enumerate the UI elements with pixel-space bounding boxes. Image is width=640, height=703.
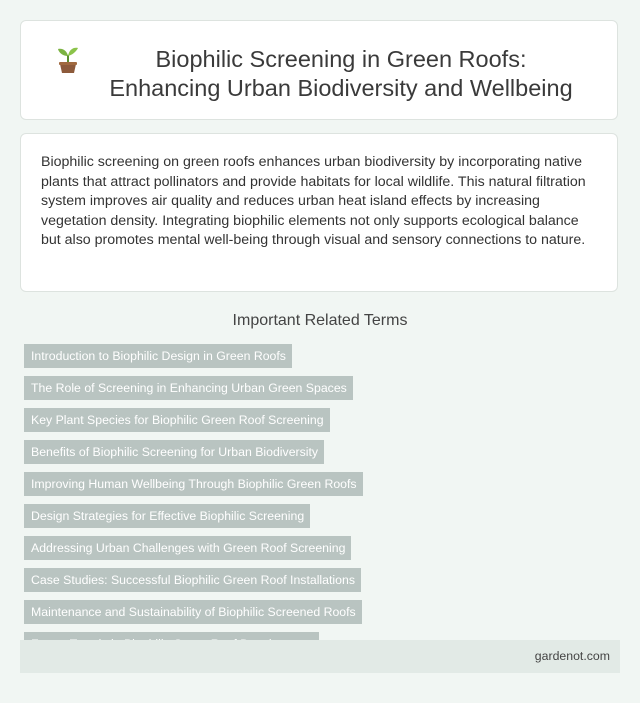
related-term-chip[interactable]: Maintenance and Sustainability of Biophilic Screened Roofs <box>24 600 362 624</box>
related-term-chip[interactable]: Introduction to Biophilic Design in Green Roofs <box>24 344 292 368</box>
footer-site-link[interactable]: gardenot.com <box>534 649 610 663</box>
footer <box>20 640 620 673</box>
title-card <box>20 20 618 120</box>
description-card <box>20 133 618 292</box>
description-text: Biophilic screening on green roofs enhances urban biodiversity by incorporating native plants that attract pollinators and provide habitats for local wildlife. This natural filtration system improves air quality and reduces urban heat island effects by increasing vegetation density. Integrating biophilic elements not only supports ecological balance but also promotes mental well-being through visual and sensory connections to nature. <box>41 154 586 249</box>
related-terms-heading: Important Related Terms <box>232 312 408 329</box>
related-term-chip[interactable]: Design Strategies for Effective Biophilic Screening <box>24 504 310 528</box>
related-term-chip[interactable]: Addressing Urban Challenges with Green Roof Screening <box>24 536 351 560</box>
related-term-chip[interactable]: Improving Human Wellbeing Through Biophilic Green Roofs <box>24 472 363 496</box>
related-terms-list <box>24 344 620 664</box>
page-title: Biophilic Screening in Green Roofs: Enhancing Urban Biodiversity and Wellbeing <box>109 46 573 101</box>
title-row <box>21 21 617 103</box>
related-term-chip[interactable]: Case Studies: Successful Biophilic Green Roof Installations <box>24 568 361 592</box>
related-term-chip[interactable]: The Role of Screening in Enhancing Urban Green Spaces <box>24 376 353 400</box>
related-term-chip[interactable]: Key Plant Species for Biophilic Green Roof Screening <box>24 408 330 432</box>
seedling-icon <box>53 45 83 75</box>
related-term-chip[interactable]: Benefits of Biophilic Screening for Urban Biodiversity <box>24 440 324 464</box>
